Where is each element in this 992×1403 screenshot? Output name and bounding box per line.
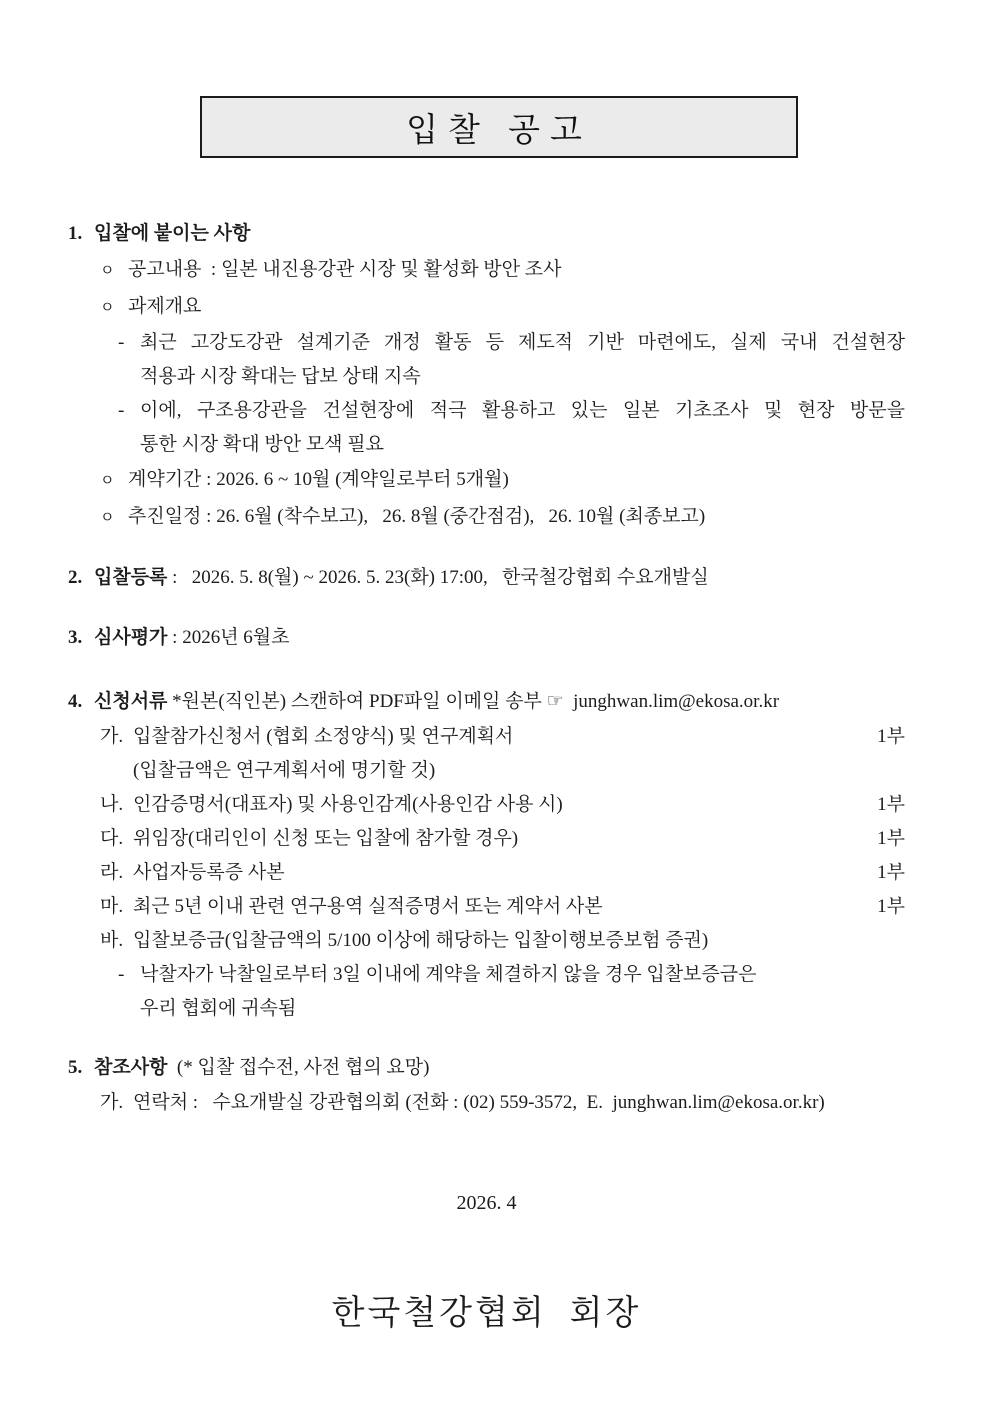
overview-detail-2 <box>68 394 905 428</box>
item-copy-count: 1부 <box>877 896 905 917</box>
item-label: 나. <box>100 794 124 815</box>
submission-email: junghwan.lim@ekosa.or.kr <box>563 691 780 712</box>
reference-note-text: (* 입찰 접수전, 사전 협의 요망) <box>167 1057 430 1078</box>
circle-bullet-icon: ㅇ <box>100 473 115 489</box>
section-3-number: 3. <box>68 627 83 648</box>
section-5-number: 5. <box>68 1057 83 1078</box>
section-bid-terms <box>68 216 905 536</box>
bullet-contract-period <box>68 462 905 499</box>
item-text: 입찰보증금(입찰금액의 5/100 이상에 해당하는 입찰이행보증보험 증권) <box>133 930 709 951</box>
overview-detail-2-line-1: 이에, 구조용강관을 건설현장에 적극 활용하고 있는 일본 기초조사 및 현장 방문을 <box>140 400 905 421</box>
item-label: 다. <box>100 828 124 849</box>
circle-bullet-icon: ㅇ <box>100 300 115 316</box>
project-overview-text: 과제개요 <box>128 296 202 317</box>
schedule-text: 추진일정 : 26. 6월 (착수보고), 26. 8월 (중간점검), 26. 10월 (최종보고) <box>128 506 706 527</box>
pointing-hand-icon: ☞ <box>546 691 564 712</box>
deposit-forfeit-note <box>68 958 905 992</box>
item-copy-count: 1부 <box>877 828 905 849</box>
item-copy-count: 1부 <box>877 862 905 883</box>
item-label: 바. <box>100 930 124 951</box>
deposit-forfeit-continuation: 우리 협회에 귀속됨 <box>140 998 297 1019</box>
section-4-title: 신청서류 <box>94 691 168 712</box>
evaluation-date-text: : 2026년 6월초 <box>167 627 290 648</box>
section-reference <box>68 1050 905 1120</box>
contract-period-text: 계약기간 : 2026. 6 ~ 10월 (계약일로부터 5개월) <box>128 469 509 490</box>
document-item-ra <box>68 856 905 890</box>
contact-text: 연락처 : 수요개발실 강관협의회 (전화 : (02) 559-3572, E. junghwan.lim@ekosa.or.kr) <box>133 1092 825 1113</box>
section-2-number: 2. <box>68 567 83 588</box>
section-4-number: 4. <box>68 691 83 712</box>
item-text: 최근 5년 이내 관련 연구용역 실적증명서 또는 계약서 사본 <box>133 896 603 917</box>
document-item-ga-note <box>68 754 905 788</box>
document-item-ga <box>68 720 905 754</box>
item-label: 마. <box>100 896 124 917</box>
section-bid-registration <box>68 560 905 596</box>
section-4-heading <box>68 684 905 720</box>
section-1-title: 입찰에 붙이는 사항 <box>94 223 251 244</box>
document-item-ma <box>68 890 905 924</box>
document-date: 2026. 4 <box>456 1192 517 1214</box>
section-5-title: 참조사항 <box>94 1057 168 1078</box>
signature-line: 한국철강협회 회장 <box>331 1295 642 1332</box>
deposit-forfeit-line-1: 낙찰자가 낙찰일로부터 3일 이내에 계약을 체결하지 않을 경우 입찰보증금은 <box>140 964 757 985</box>
section-5-heading <box>68 1050 905 1086</box>
section-3-title: 심사평가 <box>94 627 168 648</box>
item-label: 가. <box>100 726 124 747</box>
item-copy-count: 1부 <box>877 726 905 747</box>
overview-detail-1-line-2 <box>68 360 905 394</box>
dash-bullet-icon: - <box>118 332 125 353</box>
circle-bullet-icon: ㅇ <box>100 263 115 279</box>
item-copy-count: 1부 <box>877 794 905 815</box>
section-1-heading <box>68 216 905 252</box>
section-evaluation <box>68 620 905 656</box>
document-body <box>68 216 905 1334</box>
registration-period-text: : 2026. 5. 8(월) ~ 2026. 5. 23(화) 17:00, 한국철강협회 수요개발실 <box>167 567 709 588</box>
dash-bullet-icon: - <box>118 400 125 421</box>
overview-detail-2-line-2 <box>68 428 905 462</box>
item-label: 라. <box>100 862 124 883</box>
item-note-text: (입찰금액은 연구계획서에 명기할 것) <box>133 760 436 781</box>
section-application-documents <box>68 684 905 1026</box>
circle-bullet-icon: ㅇ <box>100 510 115 526</box>
section-2-title: 입찰등록 <box>94 567 168 588</box>
item-text: 사업자등록증 사본 <box>133 862 285 883</box>
contact-line <box>68 1086 905 1120</box>
overview-detail-1-line-1: 최근 고강도강관 설계기준 개정 활동 등 제도적 기반 마련에도, 실제 국내 건설현장 <box>140 332 905 353</box>
announcement-content-text: 공고내용 : 일본 내진용강관 시장 및 활성화 방안 조사 <box>128 259 562 280</box>
bullet-schedule <box>68 499 905 536</box>
document-item-ba <box>68 924 905 958</box>
section-2-heading <box>68 560 905 596</box>
section-1-number: 1. <box>68 223 83 244</box>
item-text: 입찰참가신청서 (협회 소정양식) 및 연구계획서 <box>133 726 514 747</box>
bullet-project-overview <box>68 289 905 326</box>
document-title: 입찰 공고 <box>406 112 592 149</box>
title-box <box>200 96 798 158</box>
submission-note-text: *원본(직인본) 스캔하여 PDF파일 이메일 송부 <box>167 691 547 712</box>
overview-detail-1-continuation: 적용과 시장 확대는 답보 상태 지속 <box>140 366 421 387</box>
dash-bullet-icon: - <box>118 964 125 985</box>
document-item-na <box>68 788 905 822</box>
document-item-da <box>68 822 905 856</box>
item-text: 위임장(대리인이 신청 또는 입찰에 참가할 경우) <box>133 828 519 849</box>
section-3-heading <box>68 620 905 656</box>
deposit-forfeit-line-2 <box>68 992 905 1026</box>
item-text: 인감증명서(대표자) 및 사용인감계(사용인감 사용 시) <box>133 794 563 815</box>
overview-detail-1 <box>68 326 905 360</box>
contact-label: 가. <box>100 1092 124 1113</box>
overview-detail-2-continuation: 통한 시장 확대 방안 모색 필요 <box>140 434 384 455</box>
bullet-announcement-content <box>68 252 905 289</box>
